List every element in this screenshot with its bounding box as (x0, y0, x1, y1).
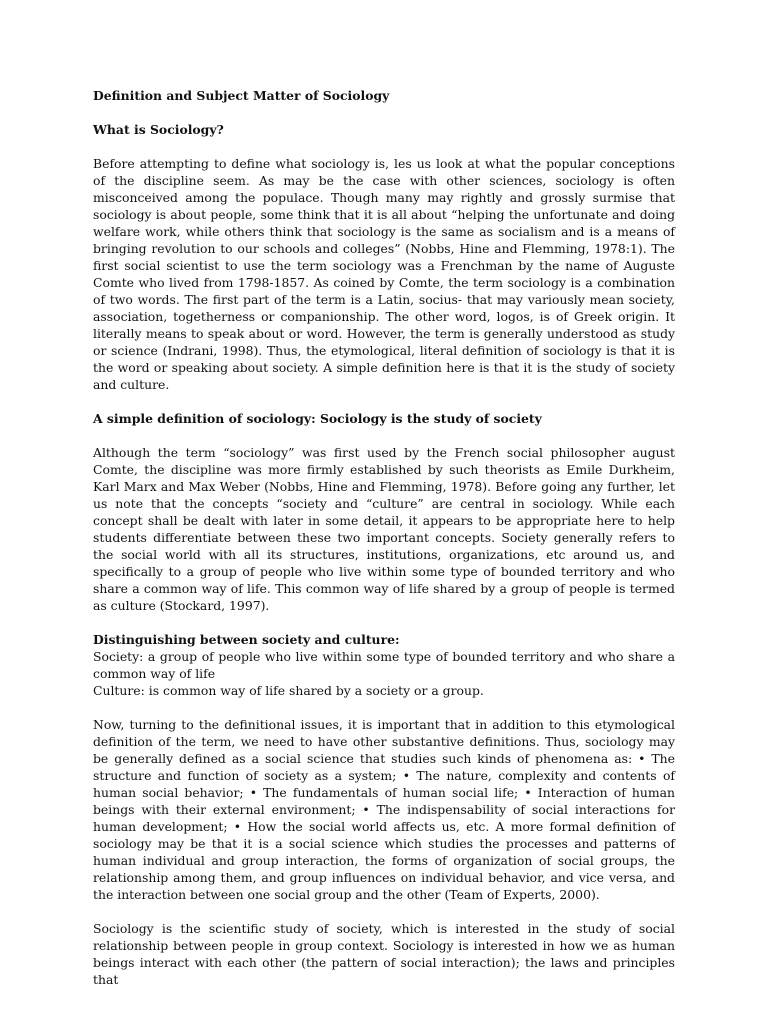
paragraph-scientific: Sociology is the scientific study of society, which is interested in the study of social relationship between people in group context. Sociology is interested in how we as human beings interact with each other (the pattern of social interaction); the laws and principles that (93, 921, 675, 987)
section-heading-what-is: What is Sociology? (93, 122, 224, 137)
culture-definition-line: Culture: is common way of life shared by a society or a group. (93, 683, 484, 698)
spacer (93, 393, 675, 410)
spacer (93, 903, 675, 920)
section-heading-simple-definition: A simple definition of sociology: Sociology is the study of society (93, 411, 542, 426)
paragraph-definitional: Now, turning to the definitional issues, it is important that in addition to this etymological definition of the term, we need to have other substantive definitions. Thus, sociology may be generally defined as a social science that studies such kinds of phenomena as: • The structure and function of society as a system; • The nature, complexity and contents of human social behavior; • The fundamentals of human social life; • Interaction of human beings with their external environment; • The indispensability of social interactions for human development; • How the social world affects us, etc. A more formal definition of sociology may be that it is a social science which studies the processes and patterns of human individual and group interaction, the forms of organization of social groups, the relationship among them, and group influences on individual behavior, and vice versa, and the interaction between one social group and the other (Team of Experts, 2000). (93, 717, 675, 902)
section-heading-distinguishing: Distinguishing between society and culture: (93, 632, 400, 647)
spacer (93, 699, 675, 716)
spacer (93, 614, 675, 631)
document-title: Definition and Subject Matter of Sociology (93, 88, 390, 103)
spacer (93, 104, 675, 121)
spacer (93, 138, 675, 155)
society-definition-line: Society: a group of people who live within some type of bounded territory and who share a common way of life (93, 649, 675, 681)
document-page (93, 87, 675, 988)
paragraph-simple-definition: Although the term “sociology” was first used by the French social philosopher august Comte, the discipline was more firmly established by such theorists as Emile Durkheim, Karl Marx and Max Weber (Nobbs, Hine and Flemming, 1978). Before going any further, let us note that the concepts “society and “culture” are central in sociology. While each concept shall be dealt with later in some detail, it appears to be appropriate here to help students differentiate between these two important concepts. Society generally refers to the social world with all its structures, institutions, organizations, etc around us, and specifically to a group of people who live within some type of bounded territory and who share a common way of life. This common way of life shared by a group of people is termed as culture (Stockard, 1997). (93, 445, 675, 613)
paragraph-what-is: Before attempting to define what sociology is, les us look at what the popular conceptions of the discipline seem. As may be the case with other sciences, sociology is often misconceived among the populace. Though many may rightly and grossly surmise that sociology is about people, some think that it is all about “helping the unfortunate and doing welfare work, while others think that sociology is the same as socialism and is a means of bringing revolution to our schools and colleges” (Nobbs, Hine and Flemming, 1978:1). The first social scientist to use the term sociology was a Frenchman by the name of Auguste Comte who lived from 1798-1857. As coined by Comte, the term sociology is a combination of two words. The first part of the term is a Latin, socius- that may variously mean society, association, togetherness or companionship. The other word, logos, is of Greek origin. It literally means to speak about or word. However, the term is generally understood as study or science (Indrani, 1998). Thus, the etymological, literal definition of sociology is that it is the word or speaking about society. A simple definition here is that it is the study of society and culture. (93, 156, 675, 392)
spacer (93, 427, 675, 444)
